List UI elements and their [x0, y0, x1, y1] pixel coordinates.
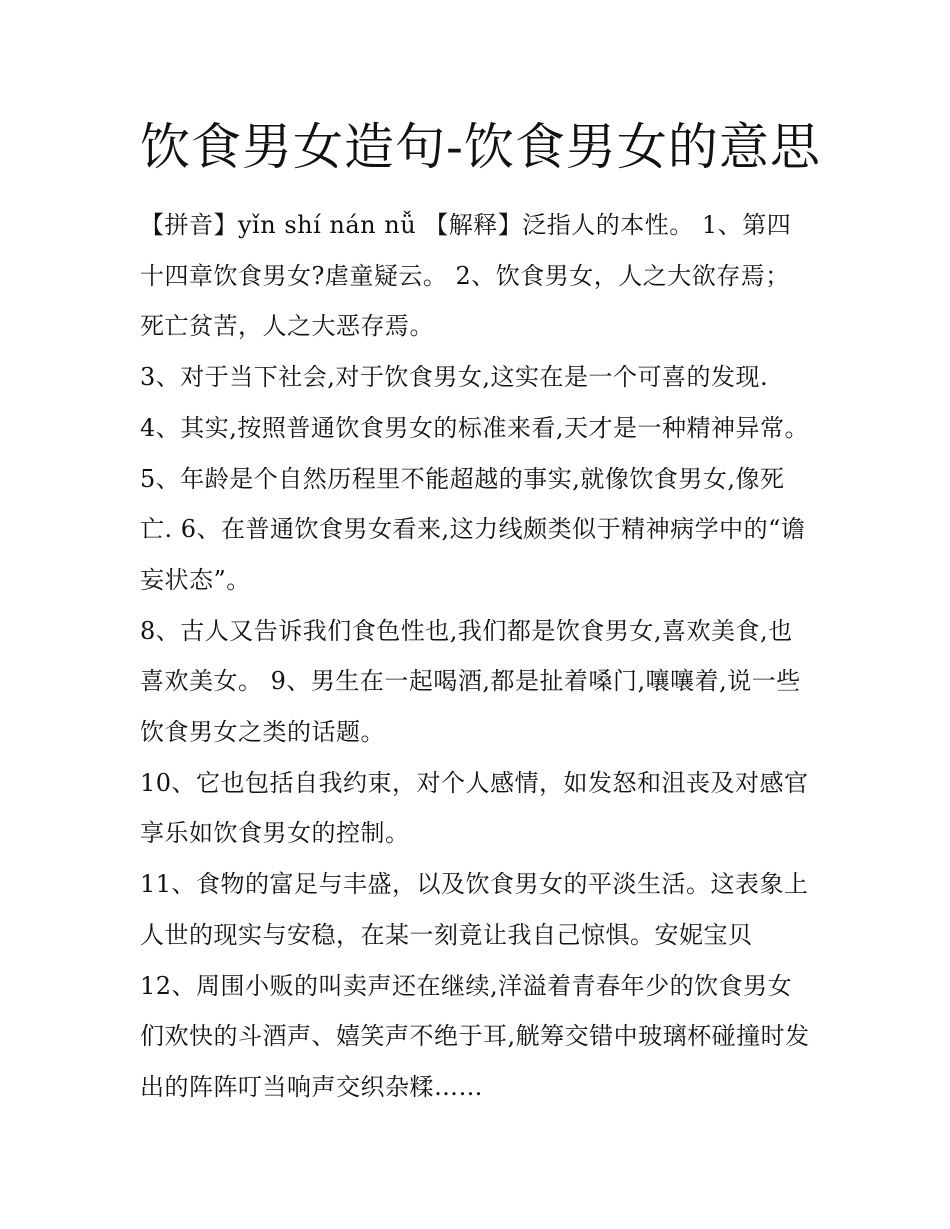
- paragraph-2: 3、对于当下社会,对于饮食男女,这实在是一个可喜的发现. 4、其实,按照普通饮食男女的标准来看,天才是一种精神异常。: [140, 363, 810, 442]
- page-title: 饮食男女造句-饮食男女的意思: [140, 118, 821, 176]
- paragraph-4: 8、古人又告诉我们食色性也,我们都是饮食男女,喜欢美食,也喜欢美女。 9、男生在一起喝酒,都是扯着嗓门,嚷嚷着,说一些饮食男女之类的话题。: [140, 616, 801, 747]
- paragraph-7: 12、周围小贩的叫卖声还在继续,洋溢着青春年少的饮食男女们欢快的斗酒声、嬉笑声不绝于耳,觥筹交错中玻璃杯碰撞时发出的阵阵叮当响声交织杂糅……: [140, 971, 810, 1101]
- document-body: [140, 200, 812, 1113]
- paragraph-1: 【拼音】yǐn shí nán nǚ 【解释】泛指人的本性。 1、第四十四章饮食男女?虐童疑云。 2、饮食男女，人之大欲存焉；死亡贫苦，人之大恶存焉。: [140, 211, 792, 341]
- paragraph-5: 10、它也包括自我约束，对个人感情，如发怒和沮丧及对感官享乐如饮食男女的控制。: [140, 768, 809, 848]
- paragraph-6: 11、食物的富足与丰盛，以及饮食男女的平淡生活。这表象上人世的现实与安稳，在某一刻竟让我自己惊惧。安妮宝贝: [140, 870, 809, 949]
- paragraph-3: 5、年龄是个自然历程里不能超越的事实,就像饮食男女,像死亡. 6、在普通饮食男女看来,这力线颇类似于精神病学中的“谵妄状态”。: [140, 464, 806, 594]
